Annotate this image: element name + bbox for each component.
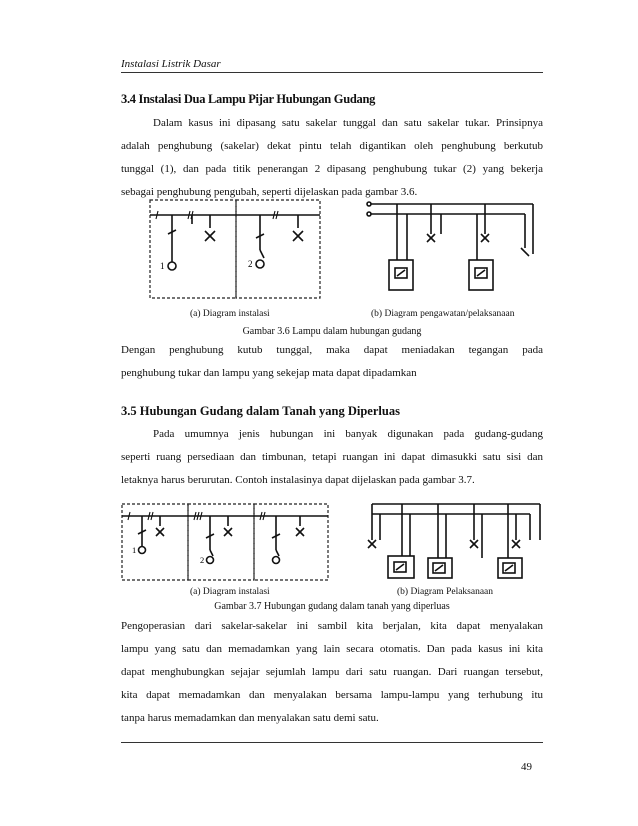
page-number: 49 [521, 761, 532, 773]
section-3-5-paragraph-2 [121, 615, 543, 730]
figure-3-7-caption: Gambar 3.7 Hubungan gudang dalam tanah yang diperluas [214, 601, 450, 612]
paragraph-line: seperti ruang persediaan dan timbunan, tetapi ruangan ini dapat dimasukki satu sisi dan [121, 451, 543, 463]
switch-label-2: 2 [200, 555, 205, 565]
section-3-4-heading: 3.4 Instalasi Dua Lampu Pijar Hubungan Gudang [121, 92, 376, 106]
figure-3-7a-installation-diagram [120, 500, 332, 584]
switch-label-1: 1 [160, 261, 165, 271]
paragraph-line: penghubung tukar dan lampu yang sekejap mata dapat dipadamkan [121, 367, 417, 379]
switch-label-2: 2 [248, 259, 253, 269]
figure-3-7b-caption: (b) Diagram Pelaksanaan [397, 587, 494, 597]
paragraph-line: Pengoperasian dari sakelar-sakelar ini sambil kita berjalan, kita dapat menyalakan [121, 620, 543, 632]
figure-3-6b-caption: (b) Diagram pengawatan/pelaksanaan [371, 309, 515, 319]
section-3-5-heading: 3.5 Hubungan Gudang dalam Tanah yang Diperluas [121, 404, 400, 418]
running-header: Instalasi Listrik Dasar [121, 58, 221, 70]
switch-label-1: 1 [132, 545, 137, 555]
figure-3-6a-caption: (a) Diagram instalasi [190, 309, 270, 319]
figure-3-7a-caption: (a) Diagram instalasi [190, 587, 270, 597]
paragraph-line: kita dapat memadamkan dan menyalakan bersama lampu-lampu yang terhubung itu [121, 689, 543, 701]
paragraph-line: tanpa harus memadamkan dan menyalakan satu demi satu. [121, 712, 379, 724]
section-3-5-paragraph-1 [121, 423, 543, 492]
paragraph-line: adalah penghubung (sakelar) dekat pintu telah digantikan oleh penghubung berkutub [121, 140, 543, 152]
header-rule [121, 72, 543, 73]
section-3-4-paragraph-1 [121, 112, 543, 204]
paragraph-line: dapat menghubungkan sejajar sejumlah lampu dari satu ruangan. Dari ruangan tersebut, [121, 666, 543, 678]
paragraph-line: Dengan penghubung kutub tunggal, maka dapat meniadakan tegangan pada [121, 344, 543, 356]
figure-3-6a-installation-diagram [148, 198, 323, 302]
section-3-4-paragraph-2 [121, 339, 543, 385]
paragraph-line: sebagai penghubung pengubah, seperti dijelaskan pada gambar 3.6. [121, 186, 418, 198]
figure-3-7b-wiring-diagram [356, 500, 546, 584]
figure-3-6b-wiring-diagram [365, 198, 540, 302]
figure-3-6-caption: Gambar 3.6 Lampu dalam hubungan gudang [242, 326, 422, 337]
paragraph-line: Pada umumnya jenis hubungan ini banyak digunakan pada gudang-gudang [153, 428, 543, 440]
paragraph-line: Dalam kasus ini dipasang satu sakelar tunggal dan satu sakelar tukar. Prinsipnya [153, 117, 543, 129]
footer-rule [121, 742, 543, 743]
paragraph-line: lampu yang satu dan memadamkan yang lain secara otomatis. Dan pada kasus ini kita [121, 643, 543, 655]
paragraph-line: tunggal (1), dan pada titik penerangan 2 dipasang penghubung tukar (2) yang bekerja [121, 163, 543, 175]
paragraph-line: letaknya harus berurutan. Contoh instalasinya dapat dijelaskan pada gambar 3.7. [121, 474, 475, 486]
